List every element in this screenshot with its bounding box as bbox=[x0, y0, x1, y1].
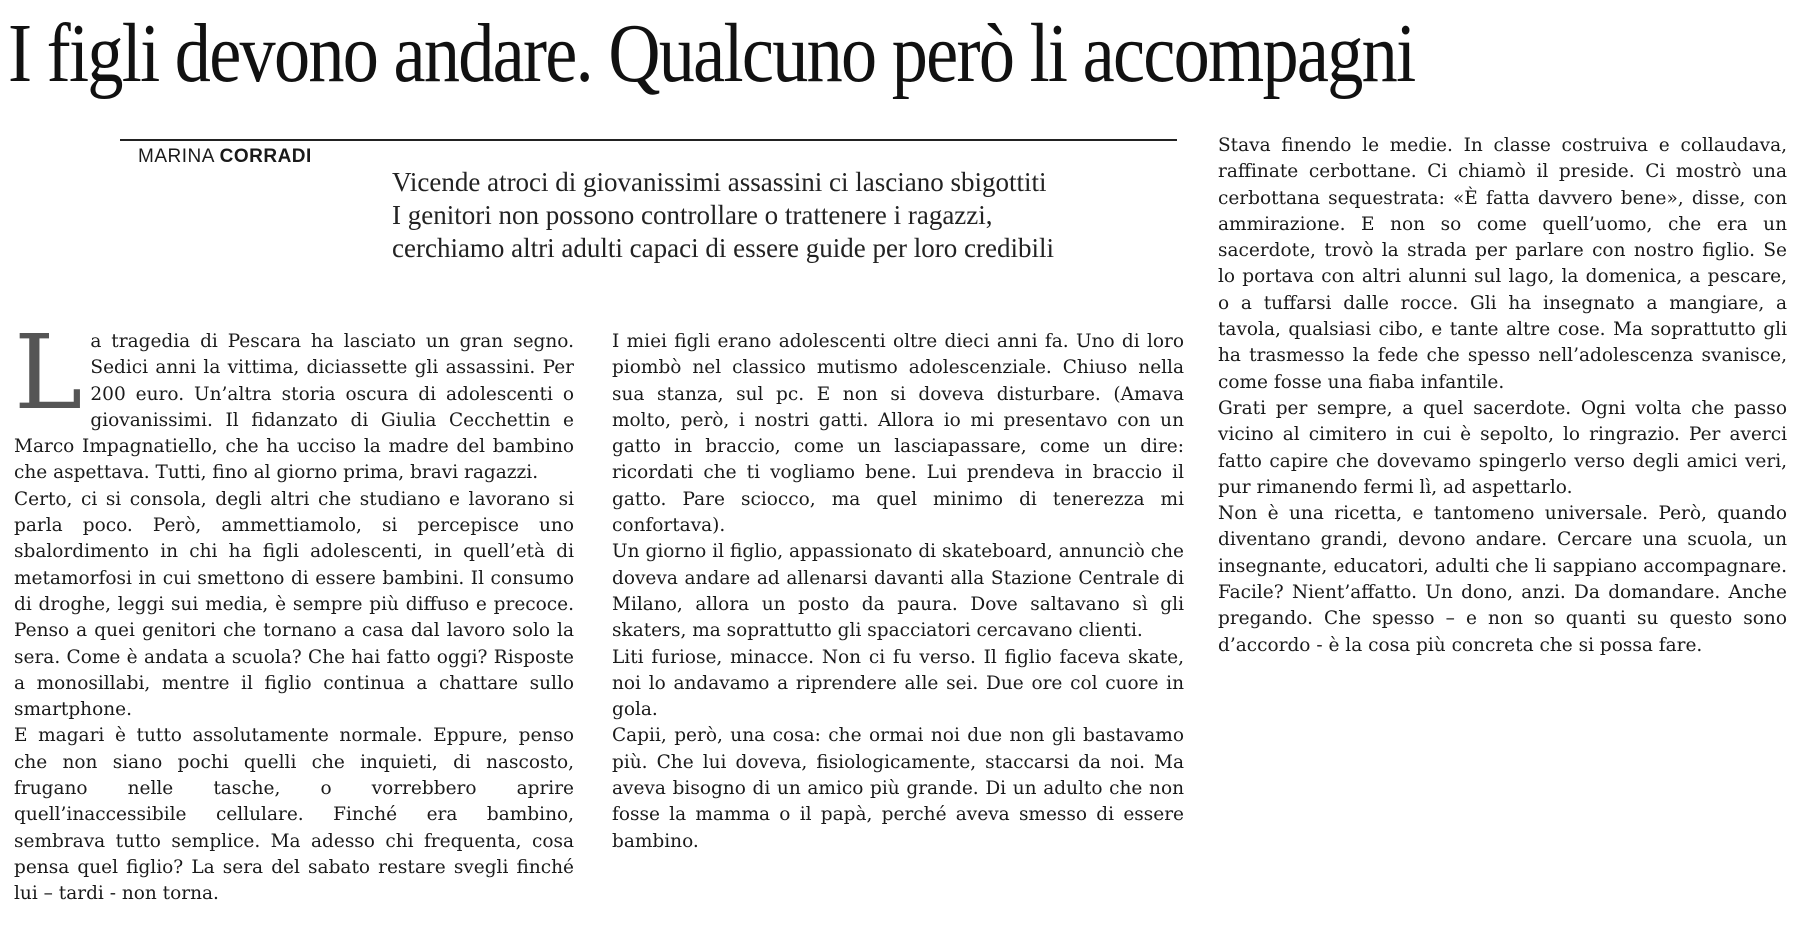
subheadline-line: I genitori non possono controllare o trattenere i ragazzi, bbox=[392, 200, 993, 230]
drop-cap: L bbox=[14, 313, 83, 433]
article-paragraph: E magari è tutto assolutamente normale. Eppure, penso che non siano pochi quelli che inquieti, di nascosto, frugano nelle tasche, o vorrebbero aprire quell’inaccessibile cellulare. Finché era bambino, sembrava tutto semplice. Ma adesso chi frequenta, cosa pensa quel figlio? La sera del sabato restare svegli finché lui – tardi - non torna. bbox=[14, 725, 574, 905]
article-column-1 bbox=[14, 313, 574, 908]
byline-last-name: CORRADI bbox=[219, 146, 312, 167]
article-paragraph: Capii, però, una cosa: che ormai noi due non gli bastavamo più. Che lui doveva, fisiologicamente, staccarsi da noi. Ma aveva bisogno di un amico più grande. Di un adulto che non fosse la mamma o il papà, perché aveva smesso di essere bambino. bbox=[612, 725, 1184, 852]
article-paragraph: Certo, ci si consola, degli altri che studiano e lavorano si parla poco. Però, ammettiamolo, si percepisce uno sbalordimento in chi ha figli adolescenti, in quell’età di metamorfosi in cui smettono di essere bambini. Il consumo di droghe, leggi sui media, è sempre più diffuso e precoce. Penso a quei genitori che tornano a casa dal lavoro solo la sera. Come è andata a scuola? Che hai fatto oggi? Risposte a monosillabi, mentre il figlio continua a chattare sullo smartphone. bbox=[14, 488, 574, 721]
article-paragraph: Un giorno il figlio, appassionato di skateboard, annunciò che doveva andare ad allenarsi davanti alla Stazione Centrale di Milano, allora un posto da paura. Dove saltavano sì gli skaters, ma soprattutto gli spacciatori cercavano clienti. bbox=[612, 541, 1184, 642]
article-column-3 bbox=[1218, 133, 1787, 659]
article-paragraph: Grati per sempre, a quel sacerdote. Ogni volta che passo vicino al cimitero in cui è sepolto, lo ringrazio. Per averci fatto capire che dovevamo spingerlo verso degli amici veri, pur rimanendo fermi lì, ad aspettarlo. bbox=[1218, 397, 1787, 498]
header-rule bbox=[120, 139, 1177, 141]
article-column-2 bbox=[612, 329, 1184, 855]
headline: I figli devono andare. Qualcuno però li accompagni bbox=[8, 7, 1415, 100]
subheadline-line: Vicende atroci di giovanissimi assassini ci lasciano sbigottiti bbox=[392, 167, 1047, 197]
article-paragraph: Liti furiose, minacce. Non ci fu verso. Il figlio faceva skate, noi lo andavamo a riprendere alle sei. Due ore col cuore in gola. bbox=[612, 646, 1184, 721]
article-paragraph: I miei figli erano adolescenti oltre dieci anni fa. Uno di loro piombò nel classico mutismo adolescenziale. Chiuso nella sua stanza, sul pc. E non si doveva disturbare. (Amava molto, però, i nostri gatti. Allora io mi presentavo con un gatto in braccio, come un lasciapassare, come un dire: ricordati che ti vogliamo bene. Lui prendeva in braccio il gatto. Pare sciocco, ma quel minimo di tenerezza mi confortava). bbox=[612, 331, 1184, 537]
subheadline-line: cerchiamo altri adulti capaci di essere guide per loro credibili bbox=[392, 233, 1054, 263]
article-paragraph: Stava finendo le medie. In classe costruiva e collaudava, raffinate cerbottane. Ci chiamò il preside. Ci mostrò una cerbottana sequestrata: «È fatta davvero bene», disse, con ammirazione. E non so come quell’uomo, che era un sacerdote, trovò la strada per parlare con nostro figlio. Se lo portava con altri alunni sul lago, la domenica, a pescare, o a tuffarsi dalle rocce. Gli ha insegnato a mangiare, a tavola, qualsiasi cibo, e tante altre cose. Ma soprattutto gli ha trasmesso la fede che spesso nell’adolescenza svanisce, come fosse una fiaba infantile. bbox=[1218, 135, 1787, 393]
paragraph-text: a tragedia di Pescara ha lasciato un gran segno. Sedici anni la vittima, diciassette gli assassini. Per 200 euro. Un’altra storia oscura di adolescenti o giovanissimi. Il fidanzato di Giulia Cecchettin e Marco Impagnatiello, che ha ucciso la madre del bambino che aspettava. Tutti, fino al giorno prima, bravi ragazzi. bbox=[14, 331, 574, 484]
article-paragraph bbox=[14, 313, 574, 487]
byline bbox=[138, 146, 312, 168]
article-paragraph: Non è una ricetta, e tantomeno universale. Però, quando diventano grandi, devono andare. Cercare una scuola, un insegnante, educatori, adulti che li sappiano accompagnare. Facile? Nient’affatto. Un dono, anzi. Da domandare. Anche pregando. Che spesso – e non so quanti su questo sono d’accordo - è la cosa più concreta che si possa fare. bbox=[1218, 503, 1787, 656]
byline-first-name: MARINA bbox=[138, 146, 214, 167]
subheadline bbox=[392, 166, 1182, 265]
